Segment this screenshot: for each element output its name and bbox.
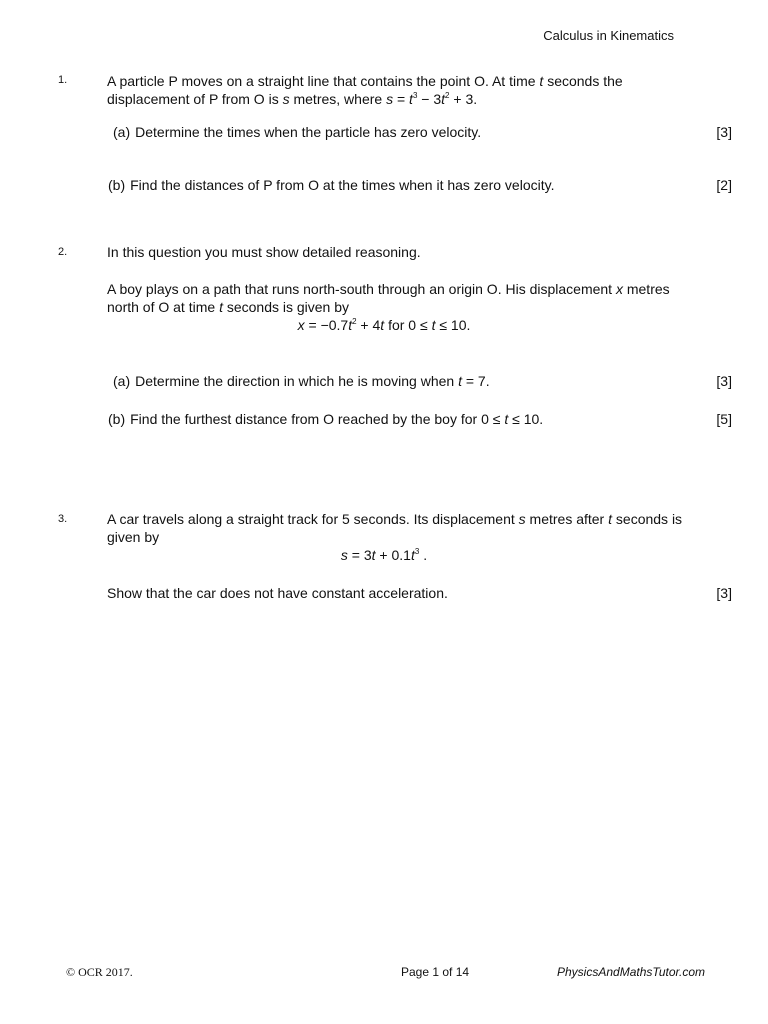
question-1-number: 1. [58,74,68,86]
question-3-task: Show that the car does not have constant acceleration. [107,585,448,601]
question-2a: (a) Determine the direction in which he is moving when t = 7. [113,373,490,389]
question-2-stem: A boy plays on a path that runs north-south through an origin O. His displacement x metres north of O at time t seconds is given by [107,281,670,315]
footer-page-number: Page 1 of 14 [401,965,470,979]
page-header-title: Calculus in Kinematics [543,28,674,43]
question-2b-marks: [5] [716,411,732,427]
question-1-stem: A particle P moves on a straight line that contains the point O. At time t seconds the displacement of P from O is s metres, where $s = t^3 - 3t^2 + 3$. [107,73,623,107]
footer-site-link[interactable]: PhysicsAndMathsTutor.com [557,965,706,979]
question-2a-marks: [3] [716,373,732,389]
question-1b-marks: [2] [716,177,732,193]
question-3-marks: [3] [716,585,732,601]
question-2-equation: $x = -0.7t^2 + 4t$ for 0 ≤ t ≤ 10. [297,317,471,333]
question-1a-marks: [3] [716,124,732,140]
part-text: Determine the times when the particle has zero velocity. [135,124,482,140]
part-text: Find the distances of P from O at the times when it has zero velocity. [130,177,555,193]
question-2-number: 2. [58,246,68,258]
question-3-equation: $s = 3t + 0.1t^3$ . [340,547,428,563]
question-1b [108,177,554,193]
part-label: (b) [108,411,126,427]
question-2-instruction: In this question you must show detailed reasoning. [107,244,421,260]
question-1-equation: $s = t^3 - 3t^2 + 3$. [386,91,478,107]
question-3-number: 3. [58,513,68,525]
question-3-stem: A car travels along a straight track for 5 seconds. Its displacement s metres after t seconds is given by [107,511,683,545]
question-1a [113,124,481,140]
part-label: (b) [108,177,126,193]
footer-copyright: © OCR 2017. [66,965,133,979]
question-2b: (b) Find the furthest distance from O reached by the boy for 0 ≤ t ≤ 10. [108,411,544,427]
part-label: (a) [113,373,131,389]
part-label: (a) [113,124,131,140]
